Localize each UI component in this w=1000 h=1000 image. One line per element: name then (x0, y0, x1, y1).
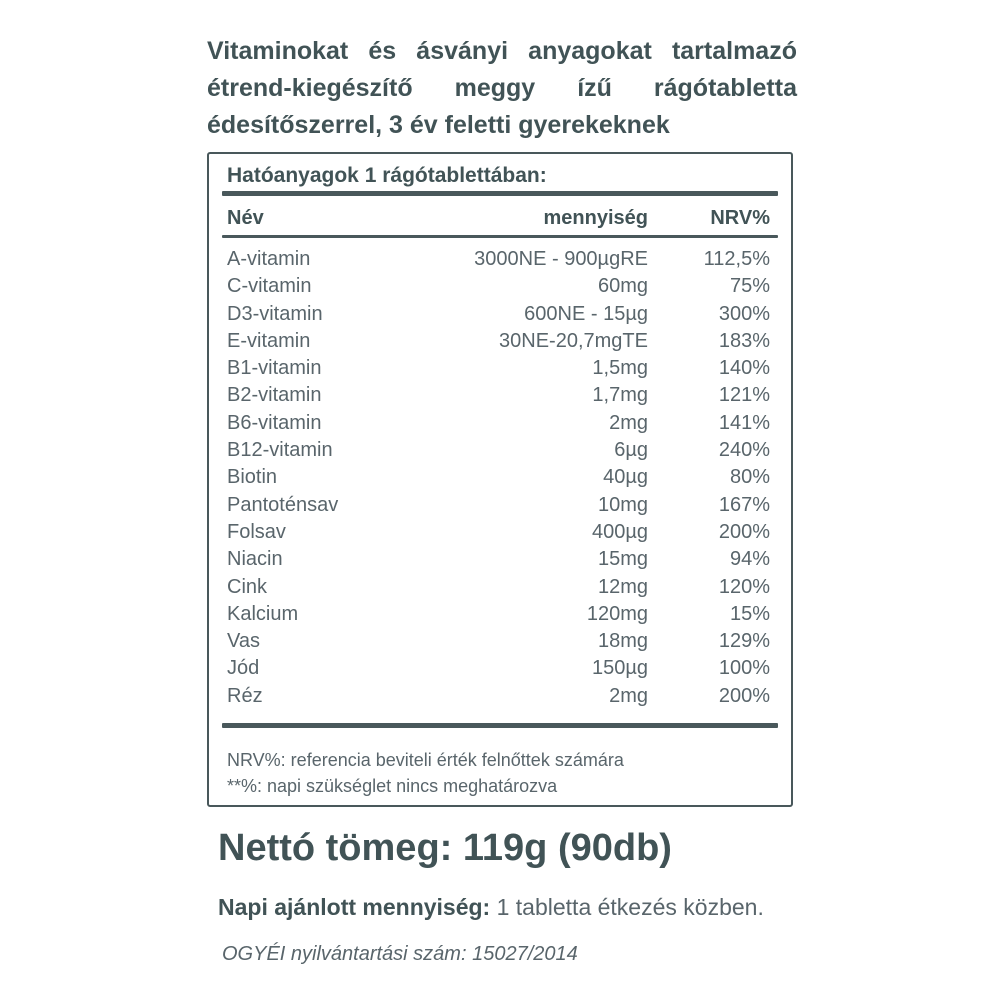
ingredient-amount: 6µg (614, 439, 648, 462)
ingredient-nrv: 140% (718, 357, 770, 380)
ingredient-nrv: 129% (718, 630, 770, 653)
active-ingredients-panel (207, 152, 793, 807)
ingredient-nrv: 300% (718, 302, 770, 325)
ingredient-nrv: 120% (718, 575, 770, 598)
ingredient-nrv: 80% (729, 466, 770, 489)
ingredient-name: Kalcium (227, 602, 299, 625)
table-row (222, 683, 778, 710)
ingredient-name: Pantoténsav (227, 493, 339, 516)
ingredient-name: Jód (227, 657, 260, 680)
ingredient-nrv: 15% (729, 602, 770, 625)
registration-number: OGYÉI nyilvántartási szám: 15027/2014 (222, 943, 578, 965)
table-row (222, 574, 778, 601)
product-description-line-3: édesítőszerrel, 3 év feletti gyerekeknek (207, 111, 670, 139)
ingredient-amount: 120mg (586, 602, 648, 625)
ingredient-nrv: 112,5% (703, 248, 770, 270)
ingredient-name: B6-vitamin (227, 411, 322, 434)
table-row (222, 437, 778, 464)
panel-title: Hatóanyagok 1 rágótablettában: (227, 164, 547, 187)
ingredient-amount: 30NE-20,7mgTE (499, 329, 648, 352)
ingredient-amount: 15mg (597, 548, 648, 571)
ingredient-nrv: 121% (718, 384, 770, 407)
table-row (222, 355, 778, 382)
ingredient-amount: 1,5mg (592, 357, 648, 380)
product-description (207, 33, 797, 144)
table-row (222, 328, 778, 355)
table-row (222, 546, 778, 573)
ingredient-amount: 60mg (597, 275, 648, 298)
ingredient-amount: 10mg (597, 493, 648, 516)
ingredient-name: Réz (227, 684, 263, 707)
ingredient-name: Folsav (227, 520, 286, 543)
ingredient-name: Biotin (227, 466, 278, 489)
ingredient-name: Vas (227, 630, 260, 653)
ingredient-name: E-vitamin (227, 329, 311, 352)
table-row (222, 464, 778, 491)
footnote-nrv: NRV%: referencia beviteli érték felnőttek számára (227, 750, 624, 771)
ingredient-name: C-vitamin (227, 275, 312, 298)
ingredient-name: B12-vitamin (227, 439, 333, 462)
column-header-name: Név (227, 207, 264, 229)
divider-thin (222, 235, 778, 238)
footnotes (222, 747, 778, 799)
ingredient-amount: 1,7mg (592, 384, 648, 407)
ingredient-amount: 400µg (591, 520, 648, 543)
ingredient-nrv: 240% (718, 439, 770, 462)
column-header-nrv: NRV% (710, 207, 770, 229)
ingredient-amount: 2mg (609, 684, 648, 707)
ingredient-nrv: 75% (729, 275, 770, 298)
net-weight: Nettó tömeg: 119g (90db) (218, 827, 672, 869)
ingredient-nrv: 200% (718, 684, 770, 707)
table-row (222, 492, 778, 519)
ingredient-amount: 150µg (591, 657, 648, 680)
product-description-line-1: Vitaminokat és ásványi anyagokat tartalmazó (207, 37, 797, 65)
ingredient-name: B1-vitamin (227, 357, 322, 380)
table-row (222, 601, 778, 628)
ingredient-amount: 3000NE - 900µgRE (474, 248, 648, 270)
product-description-line-2: étrend-kiegészítő meggy ízű rágótabletta (207, 74, 797, 102)
ingredient-amount: 40µg (603, 466, 648, 489)
ingredient-name: B2-vitamin (227, 384, 322, 407)
table-row (222, 246, 778, 273)
ingredient-nrv: 100% (718, 657, 770, 680)
table-row (222, 382, 778, 409)
table-row (222, 301, 778, 328)
ingredient-amount: 12mg (597, 575, 648, 598)
ingredients-table (222, 246, 778, 710)
ingredient-amount: 18mg (597, 630, 648, 653)
table-row (222, 410, 778, 437)
ingredient-amount: 2mg (609, 411, 648, 434)
divider-thick-bottom (222, 723, 778, 728)
daily-dose-text: 1 tabletta étkezés közben. (490, 894, 764, 920)
ingredient-nrv: 94% (729, 548, 770, 571)
ingredient-nrv: 200% (718, 520, 770, 543)
ingredient-name: Cink (227, 575, 268, 598)
ingredient-name: A-vitamin (227, 248, 311, 270)
footnote-no-requirement: **%: napi szükséglet nincs meghatározva (227, 776, 558, 797)
daily-dose (218, 892, 764, 922)
ingredient-amount: 600NE - 15µg (524, 302, 648, 325)
ingredient-name: D3-vitamin (227, 302, 323, 325)
column-header-amount: mennyiség (543, 207, 648, 229)
daily-dose-label: Napi ajánlott mennyiség: (218, 894, 491, 920)
ingredient-nrv: 183% (718, 329, 770, 352)
ingredient-nrv: 141% (718, 411, 770, 434)
ingredient-name: Niacin (227, 548, 283, 571)
table-header-row (222, 208, 778, 228)
table-row (222, 519, 778, 546)
divider-thick-top (222, 191, 778, 196)
table-row (222, 628, 778, 655)
table-row (222, 273, 778, 300)
table-row (222, 655, 778, 682)
ingredient-nrv: 167% (718, 493, 770, 516)
